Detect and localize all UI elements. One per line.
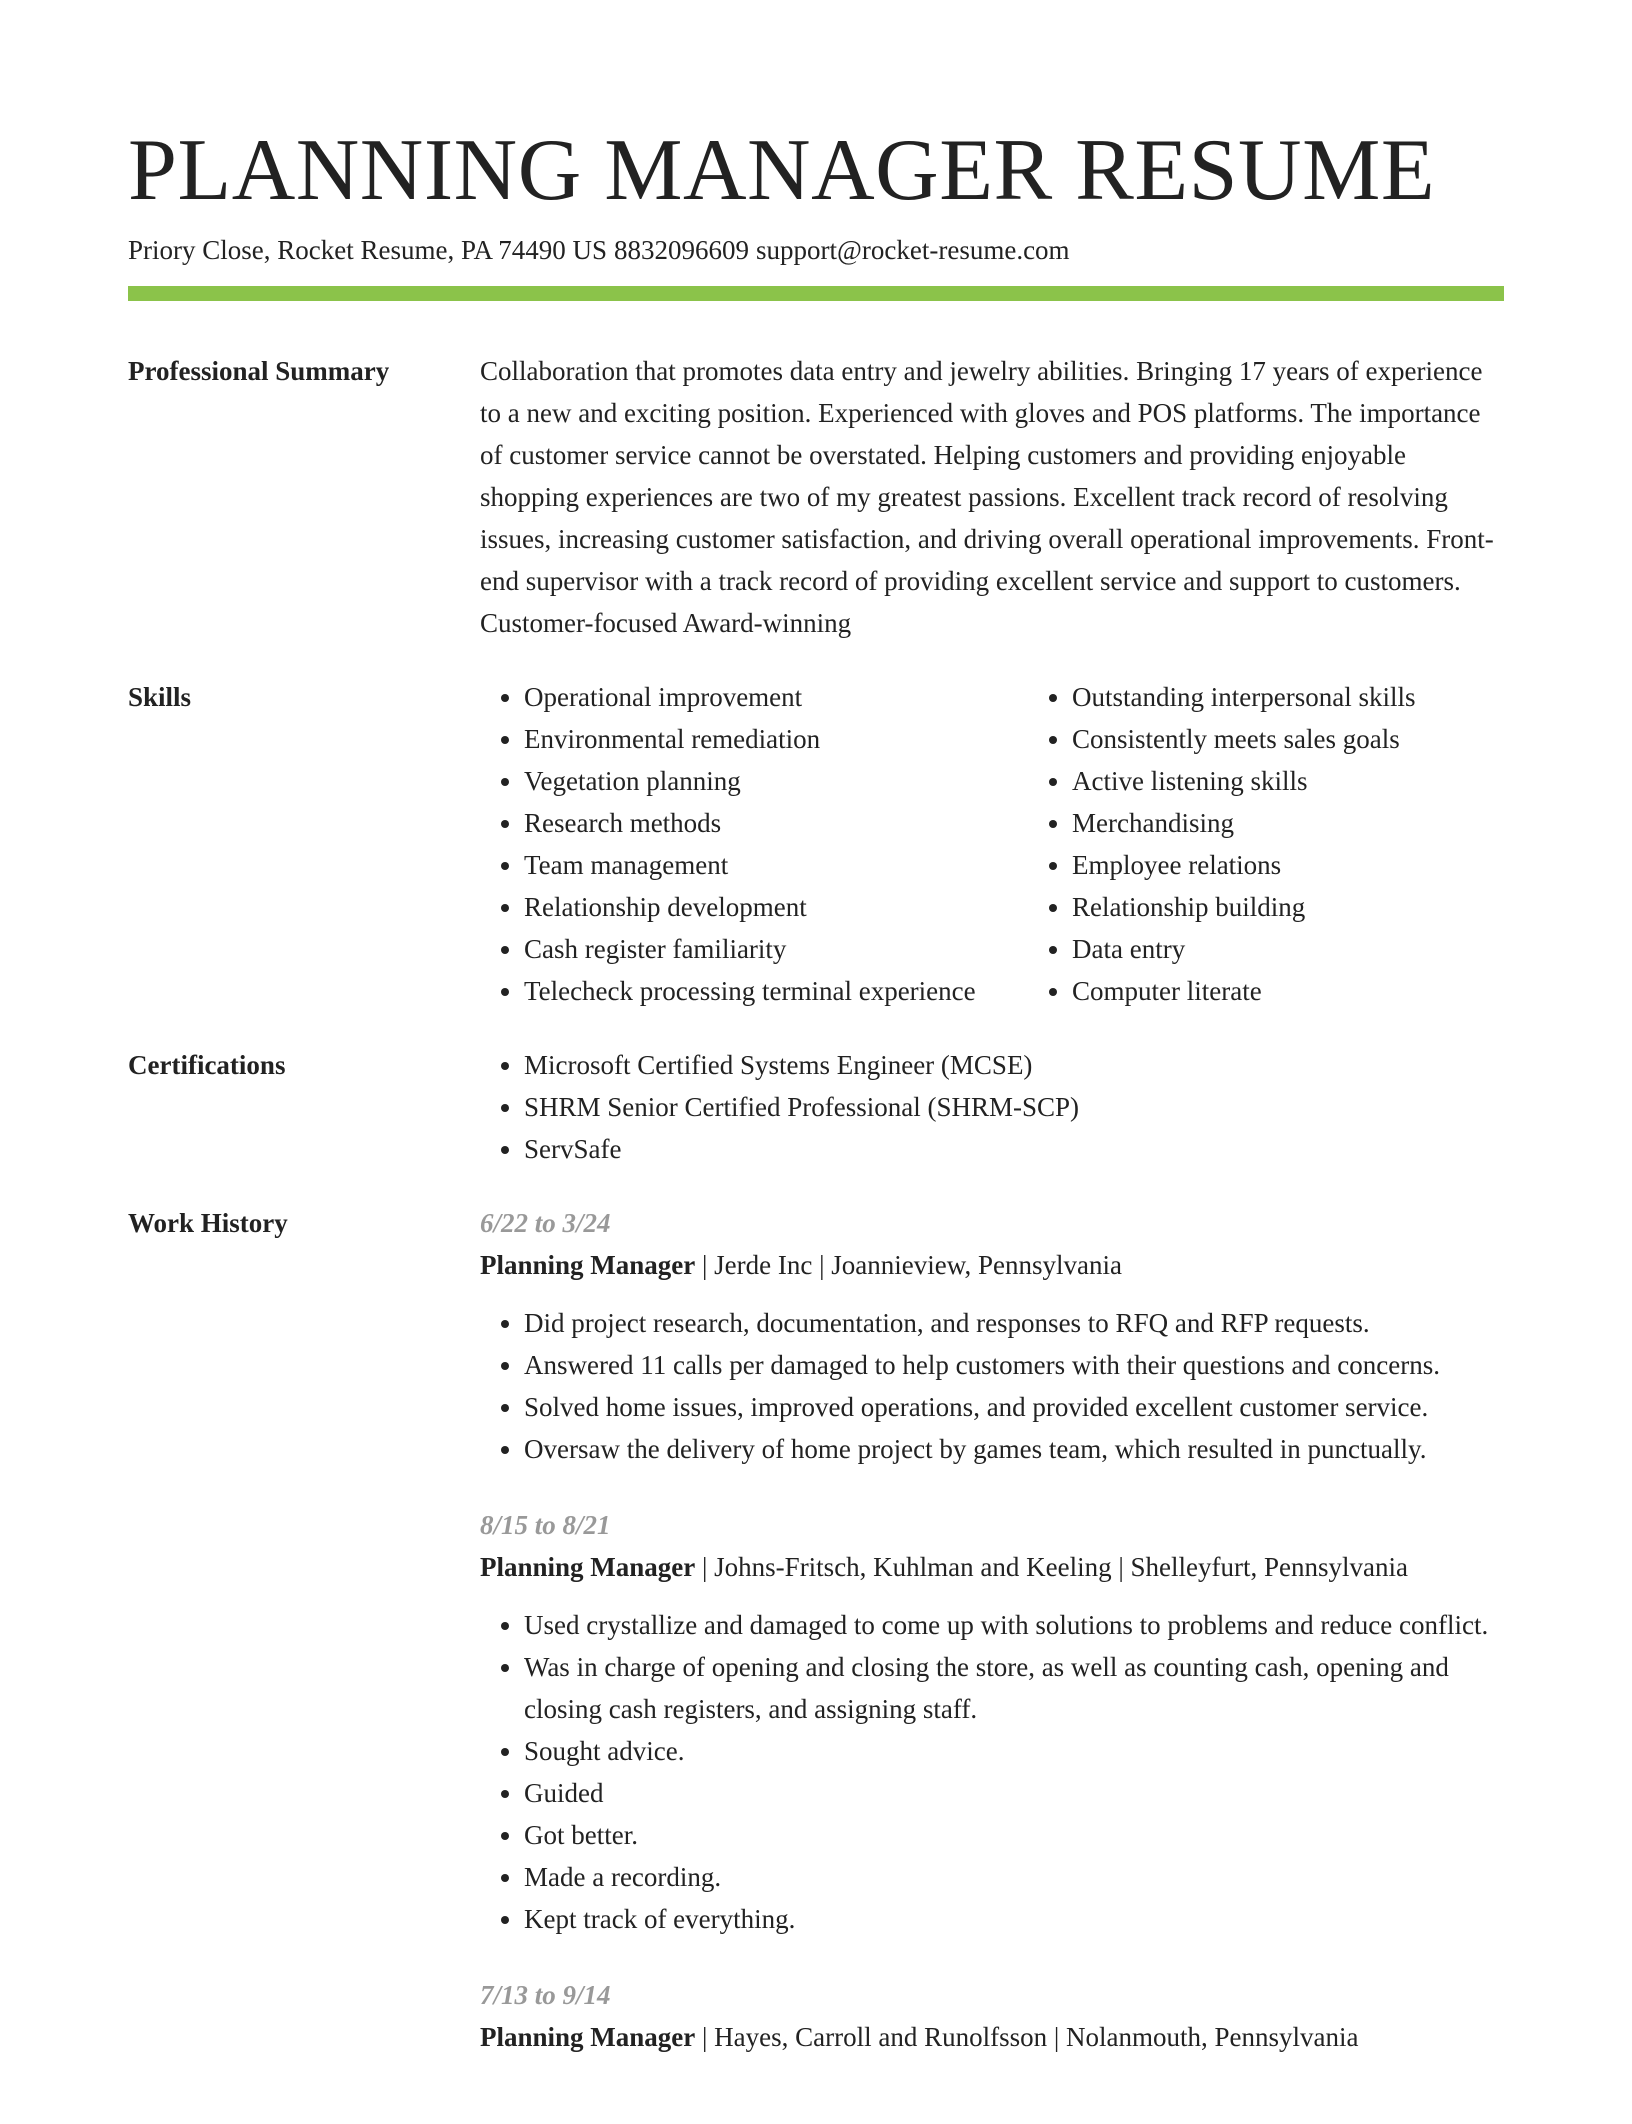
contact-phone: 8832096609 <box>614 235 750 265</box>
skill-item: • Relationship development <box>524 886 984 928</box>
skills-list-left <box>480 676 984 1012</box>
job-entry <box>480 1504 1504 1940</box>
job-bullet: • Solved home issues, improved operations, and provided excellent customer service. <box>524 1386 1504 1428</box>
skill-item: • Data entry <box>1072 928 1592 970</box>
job-details: | Jerde Inc | Joannieview, Pennsylvania <box>695 1250 1122 1280</box>
skill-item: • Cash register familiarity <box>524 928 984 970</box>
skill-item: • Merchandising <box>1072 802 1592 844</box>
summary-text: Collaboration that promotes data entry and jewelry abilities. Bringing 17 years of experience to a new and exciting position. Experienced with gloves and POS platforms. The importance of customer service cannot be overstated. Helping customers and providing enjoyable shopping experiences are two of my greatest passions. Excellent track record of resolving issues, increasing customer satisfaction, and driving overall operational improvements. Front-end supervisor with a track record of providing excellent service and support to customers. Customer-focused Award-winning <box>480 356 1494 638</box>
job-entry <box>480 1974 1504 2058</box>
certification-item: • SHRM Senior Certified Professional (SHRM-SCP) <box>524 1086 1504 1128</box>
section-label: Work History <box>128 1208 288 1238</box>
job-bullet: • Answered 11 calls per damaged to help customers with their questions and concerns. <box>524 1344 1504 1386</box>
job-heading <box>480 1546 1504 1588</box>
certification-item: • ServSafe <box>524 1128 1504 1170</box>
job-role: Planning Manager <box>480 1552 696 1582</box>
skills-columns <box>480 676 1504 1012</box>
professional-summary-section <box>128 350 1504 644</box>
job-details: | Hayes, Carroll and Runolfsson | Nolanmouth, Pennsylvania <box>695 2022 1359 2052</box>
skill-item: • Team management <box>524 844 984 886</box>
job-bullets <box>480 1302 1504 1470</box>
job-heading <box>480 1244 1504 1286</box>
job-dates: 6/22 to 3/24 <box>480 1208 611 1238</box>
section-body <box>480 350 1504 644</box>
job-bullet: • Used crystallize and damaged to come up with solutions to problems and reduce conflict. <box>524 1604 1504 1646</box>
section-label: Skills <box>128 682 192 712</box>
skill-item: • Consistently meets sales goals <box>1072 718 1592 760</box>
job-bullet: • Sought advice. <box>524 1730 1504 1772</box>
job-bullet: • Guided <box>524 1772 1504 1814</box>
skills-list-right <box>1028 676 1592 1012</box>
section-body <box>480 1044 1504 1170</box>
certifications-list <box>480 1044 1504 1170</box>
work-history-section <box>128 1202 1504 2092</box>
contact-address: Priory Close, Rocket Resume, PA 74490 US <box>128 235 608 265</box>
contact-line <box>128 232 1070 268</box>
skill-item: • Environmental remediation <box>524 718 984 760</box>
section-label: Certifications <box>128 1050 286 1080</box>
job-role: Planning Manager <box>480 2022 696 2052</box>
accent-divider <box>128 286 1504 301</box>
skill-item: • Active listening skills <box>1072 760 1592 802</box>
skills-section <box>128 676 1504 1012</box>
job-bullet: • Was in charge of opening and closing the store, as well as counting cash, opening and closing cash registers, and assigning staff. <box>524 1646 1504 1730</box>
page-title: PLANNING MANAGER RESUME <box>128 122 1436 219</box>
resume-content <box>128 350 1504 2124</box>
certification-item: • Microsoft Certified Systems Engineer (MCSE) <box>524 1044 1504 1086</box>
skill-item: • Computer literate <box>1072 970 1592 1012</box>
job-role: Planning Manager <box>480 1250 696 1280</box>
job-bullets <box>480 1604 1504 1940</box>
skill-item: • Relationship building <box>1072 886 1592 928</box>
job-bullet: • Got better. <box>524 1814 1504 1856</box>
contact-email: support@rocket-resume.com <box>756 235 1070 265</box>
job-entry <box>480 1202 1504 1470</box>
section-label: Professional Summary <box>128 356 390 386</box>
job-bullet: • Oversaw the delivery of home project by games team, which resulted in punctually. <box>524 1428 1504 1470</box>
job-dates: 7/13 to 9/14 <box>480 1980 611 2010</box>
skill-item: • Employee relations <box>1072 844 1592 886</box>
skill-item: • Vegetation planning <box>524 760 984 802</box>
job-bullet: • Kept track of everything. <box>524 1898 1504 1940</box>
job-heading <box>480 2016 1504 2058</box>
job-dates: 8/15 to 8/21 <box>480 1510 611 1540</box>
job-bullet: • Did project research, documentation, and responses to RFQ and RFP requests. <box>524 1302 1504 1344</box>
job-bullet: • Made a recording. <box>524 1856 1504 1898</box>
skill-item: • Operational improvement <box>524 676 984 718</box>
skill-item: • Research methods <box>524 802 984 844</box>
certifications-section <box>128 1044 1504 1170</box>
job-details: | Johns-Fritsch, Kuhlman and Keeling | Shelleyfurt, Pennsylvania <box>695 1552 1408 1582</box>
section-body <box>480 1202 1504 2092</box>
skill-item: • Telecheck processing terminal experience <box>524 970 984 1012</box>
skill-item: • Outstanding interpersonal skills <box>1072 676 1592 718</box>
